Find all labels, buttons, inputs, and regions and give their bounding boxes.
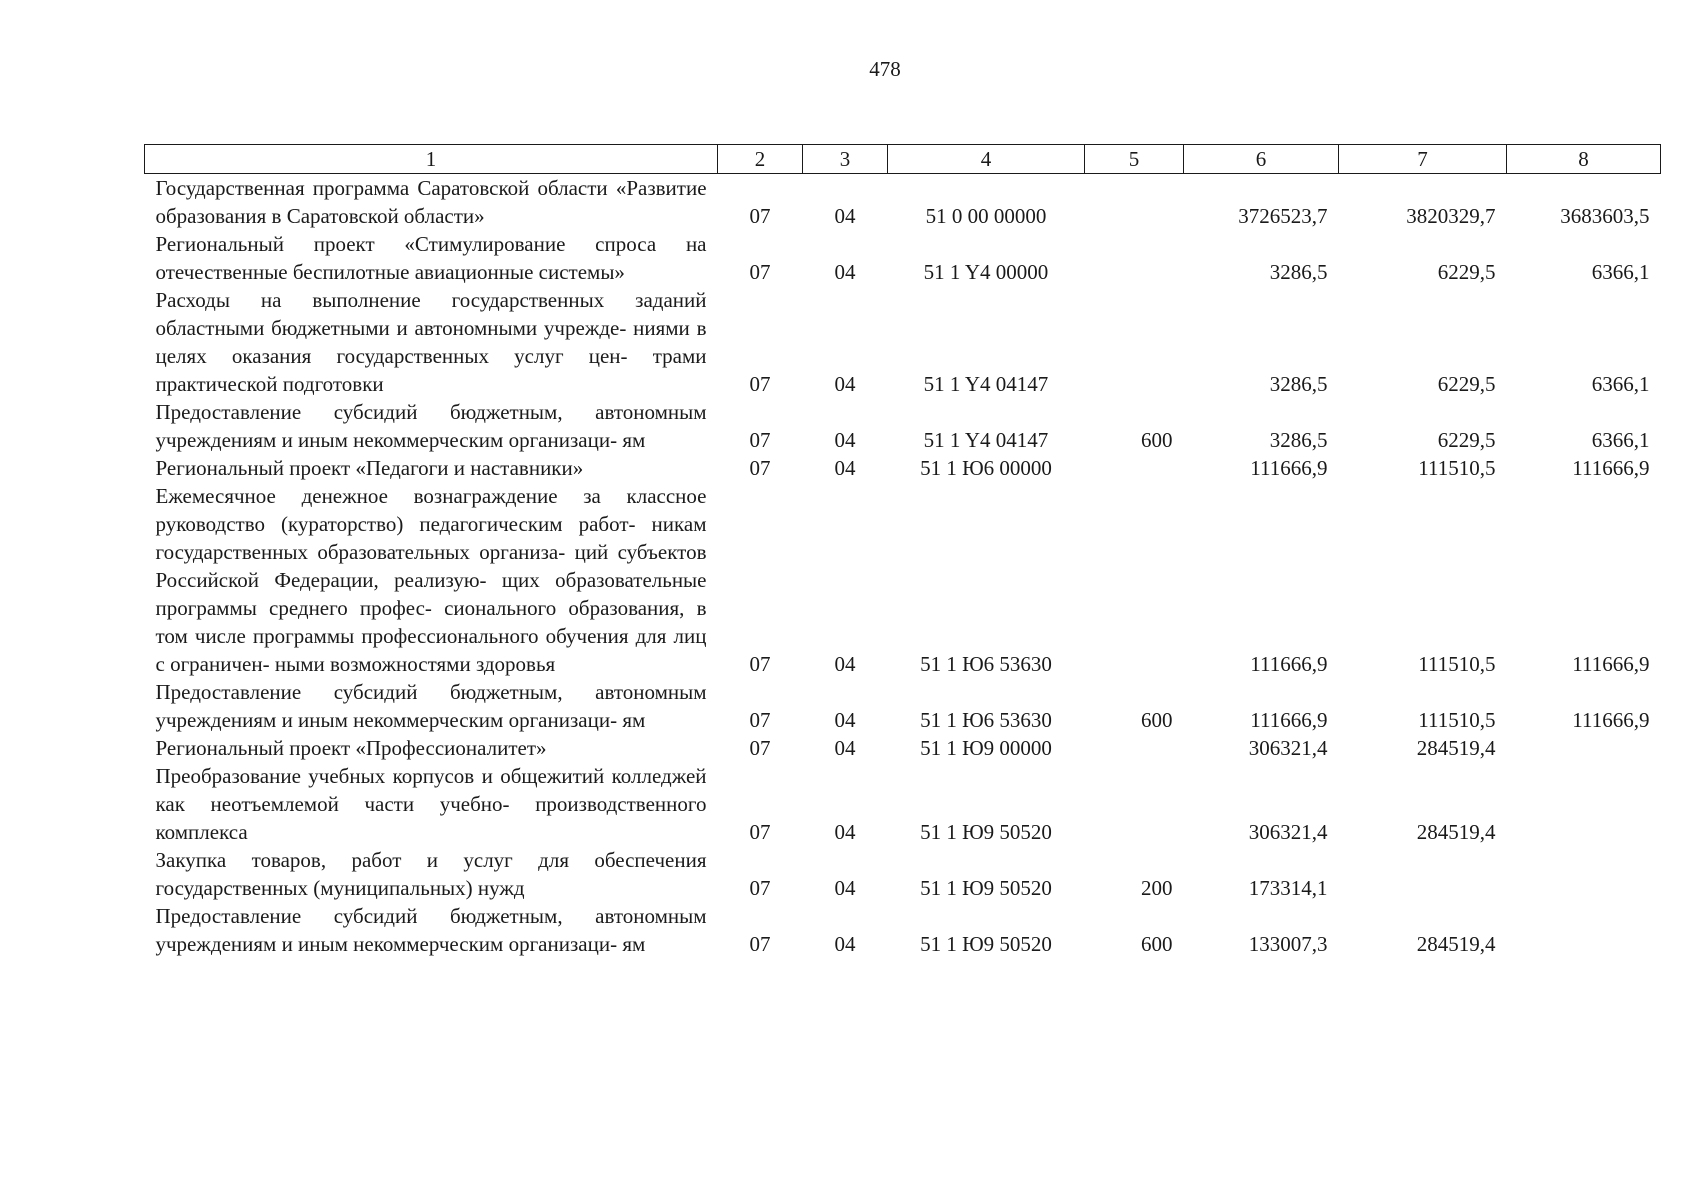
row-name-line: сионального образования, в том числе программы xyxy=(155,596,707,648)
target-article-code-cell: 51 1 Ю6 53630 xyxy=(920,652,1052,676)
subsection-code-cell: 04 xyxy=(834,456,856,480)
subsection-code-cell: 04 xyxy=(834,876,856,900)
subsection-code-cell: 04 xyxy=(834,652,856,676)
header-col-8: 8 xyxy=(1507,145,1661,174)
target-article-code-cell: 51 0 00 00000 xyxy=(925,204,1047,228)
target-article-code-cell: 51 1 Ю6 00000 xyxy=(920,456,1052,480)
amount-year-1-cell: 3286,5 xyxy=(1269,428,1328,452)
table-row xyxy=(145,174,1661,231)
row-name-line: ям xyxy=(622,932,646,956)
amount-year-2-cell xyxy=(1339,846,1507,902)
section-code-cell: 07 xyxy=(749,652,771,676)
row-name-cell xyxy=(145,286,718,398)
expense-type-code-cell xyxy=(1085,482,1184,678)
table-row xyxy=(145,398,1661,454)
row-name-line: Расходы на выполнение государственных заданий xyxy=(155,288,707,312)
header-col-1: 1 xyxy=(145,145,718,174)
amount-year-2-cell: 6229,5 xyxy=(1437,372,1496,396)
row-name-line: учреждениям и иным некоммерческим организаци- xyxy=(155,932,618,956)
expense-type-code-cell: 200 xyxy=(1141,876,1173,900)
amount-year-1-cell: 306321,4 xyxy=(1248,820,1328,844)
expense-type-code-cell: 600 xyxy=(1141,428,1173,452)
amount-year-3-cell: 111666,9 xyxy=(1572,708,1650,732)
amount-year-2-cell: 284519,4 xyxy=(1416,932,1496,956)
row-name-line: Ежемесячное денежное вознаграждение за классное xyxy=(155,484,707,508)
target-article-code-cell: 51 1 Ю9 00000 xyxy=(920,736,1052,760)
amount-year-3-cell: 6366,1 xyxy=(1591,260,1650,284)
row-name-cell xyxy=(145,454,718,482)
subsection-code-cell: 04 xyxy=(834,708,856,732)
row-name-line: Преобразование учебных корпусов и общежитий xyxy=(155,764,605,788)
expense-type-code-cell xyxy=(1085,762,1184,846)
subsection-code-cell: 04 xyxy=(834,736,856,760)
amount-year-1-cell: 3286,5 xyxy=(1269,260,1328,284)
table-row xyxy=(145,846,1661,902)
amount-year-2-cell: 6229,5 xyxy=(1437,260,1496,284)
section-code-cell: 07 xyxy=(749,260,771,284)
amount-year-2-cell: 284519,4 xyxy=(1416,736,1496,760)
row-name-line: государственных (муниципальных) нужд xyxy=(155,876,525,900)
section-code-cell: 07 xyxy=(749,932,771,956)
expense-type-code-cell xyxy=(1085,454,1184,482)
row-name-line: областными бюджетными и автономными учрежде- xyxy=(155,316,627,340)
expense-type-code-cell xyxy=(1085,230,1184,286)
table-row xyxy=(145,762,1661,846)
row-name-cell xyxy=(145,762,718,846)
amount-year-2-cell: 111510,5 xyxy=(1418,456,1496,480)
target-article-code-cell: 51 1 Y4 04147 xyxy=(923,428,1049,452)
expense-type-code-cell xyxy=(1085,286,1184,398)
row-name-line: трами практической подготовки xyxy=(155,344,707,396)
row-name-line: руководство (кураторство) педагогическим работ- xyxy=(155,512,636,536)
row-name-cell xyxy=(145,174,718,231)
amount-year-3-cell: 6366,1 xyxy=(1591,428,1650,452)
amount-year-2-cell: 111510,5 xyxy=(1418,652,1496,676)
row-name-cell xyxy=(145,678,718,734)
amount-year-1-cell: 3726523,7 xyxy=(1238,204,1328,228)
table-row xyxy=(145,734,1661,762)
row-name-line: Предоставление субсидий бюджетным, автономным xyxy=(155,400,707,424)
section-code-cell: 07 xyxy=(749,204,771,228)
row-name-line: никам государственных образовательных организа- xyxy=(155,512,707,564)
table-header-row xyxy=(145,145,1661,174)
row-name-line: учреждениям и иным некоммерческим организаци- xyxy=(155,428,618,452)
row-name-line: Предоставление субсидий бюджетным, автономным xyxy=(155,904,707,928)
subsection-code-cell: 04 xyxy=(834,820,856,844)
amount-year-2-cell: 284519,4 xyxy=(1416,820,1496,844)
header-col-2: 2 xyxy=(718,145,803,174)
row-name-line: щих образовательные программы среднего профес- xyxy=(155,568,707,620)
row-name-line: ям xyxy=(622,428,646,452)
amount-year-2-cell: 111510,5 xyxy=(1418,708,1496,732)
budget-table xyxy=(144,144,1661,958)
amount-year-3-cell: 6366,1 xyxy=(1591,372,1650,396)
row-name-line: ям xyxy=(622,708,646,732)
amount-year-3-cell: 3683603,5 xyxy=(1560,204,1650,228)
amount-year-1-cell: 306321,4 xyxy=(1248,736,1328,760)
table-row xyxy=(145,678,1661,734)
row-name-line: Закупка товаров, работ и услуг для обеспечения xyxy=(155,848,707,872)
section-code-cell: 07 xyxy=(749,876,771,900)
amount-year-3-cell xyxy=(1507,902,1661,958)
section-code-cell: 07 xyxy=(749,428,771,452)
table-row xyxy=(145,902,1661,958)
expense-type-code-cell xyxy=(1085,734,1184,762)
target-article-code-cell: 51 1 Ю6 53630 xyxy=(920,708,1052,732)
row-name-line: Государственная программа Саратовской области xyxy=(155,176,608,200)
table-row xyxy=(145,454,1661,482)
amount-year-3-cell xyxy=(1507,734,1661,762)
header-col-7: 7 xyxy=(1339,145,1507,174)
header-col-6: 6 xyxy=(1184,145,1339,174)
row-name-line: Региональный проект «Стимулирование спроса на xyxy=(155,232,707,256)
row-name-line: производственного комплекса xyxy=(155,792,707,844)
section-code-cell: 07 xyxy=(749,372,771,396)
header-col-3: 3 xyxy=(803,145,888,174)
row-name-line: колледжей как неотъемлемой части учебно- xyxy=(155,764,707,816)
amount-year-1-cell: 173314,1 xyxy=(1248,876,1328,900)
amount-year-2-cell: 6229,5 xyxy=(1437,428,1496,452)
table-row xyxy=(145,230,1661,286)
expense-type-code-cell: 600 xyxy=(1141,708,1173,732)
row-name-cell xyxy=(145,398,718,454)
amount-year-3-cell xyxy=(1507,846,1661,902)
target-article-code-cell: 51 1 Ю9 50520 xyxy=(920,932,1052,956)
amount-year-3-cell: 111666,9 xyxy=(1572,652,1650,676)
page-number: 478 xyxy=(869,57,901,81)
header-col-5: 5 xyxy=(1085,145,1184,174)
amount-year-1-cell: 133007,3 xyxy=(1248,932,1328,956)
target-article-code-cell: 51 1 Ю9 50520 xyxy=(920,820,1052,844)
row-name-cell xyxy=(145,230,718,286)
expense-type-code-cell xyxy=(1085,174,1184,231)
section-code-cell: 07 xyxy=(749,708,771,732)
amount-year-1-cell: 111666,9 xyxy=(1250,652,1328,676)
table-row xyxy=(145,482,1661,678)
row-name-line: отечественные беспилотные авиационные системы» xyxy=(155,260,625,284)
amount-year-1-cell: 111666,9 xyxy=(1250,456,1328,480)
row-name-line: «Развитие образования в Саратовской области» xyxy=(155,176,707,228)
amount-year-1-cell: 3286,5 xyxy=(1269,372,1328,396)
section-code-cell: 07 xyxy=(749,456,771,480)
target-article-code-cell: 51 1 Y4 00000 xyxy=(923,260,1049,284)
target-article-code-cell: 51 1 Ю9 50520 xyxy=(920,876,1052,900)
target-article-code-cell: 51 1 Y4 04147 xyxy=(923,372,1049,396)
amount-year-3-cell xyxy=(1507,762,1661,846)
section-code-cell: 07 xyxy=(749,736,771,760)
subsection-code-cell: 04 xyxy=(834,260,856,284)
subsection-code-cell: 04 xyxy=(834,428,856,452)
row-name-cell xyxy=(145,902,718,958)
row-name-line: ниями в целях оказания государственных услуг цен- xyxy=(155,316,707,368)
row-name-cell xyxy=(145,734,718,762)
row-name-cell xyxy=(145,482,718,678)
row-name-line: учреждениям и иным некоммерческим организаци- xyxy=(155,708,618,732)
row-name-line: ными возможностями здоровья xyxy=(274,652,556,676)
amount-year-1-cell: 111666,9 xyxy=(1250,708,1328,732)
subsection-code-cell: 04 xyxy=(834,372,856,396)
row-name-cell xyxy=(145,846,718,902)
amount-year-2-cell: 3820329,7 xyxy=(1406,204,1496,228)
amount-year-3-cell: 111666,9 xyxy=(1572,456,1650,480)
row-name-line: Региональный проект «Профессионалитет» xyxy=(155,736,547,760)
row-name-line: профессионального обучения для лиц с ограничен- xyxy=(155,624,707,676)
table-row xyxy=(145,286,1661,398)
header-col-4: 4 xyxy=(888,145,1085,174)
section-code-cell: 07 xyxy=(749,820,771,844)
subsection-code-cell: 04 xyxy=(834,204,856,228)
row-name-line: Региональный проект «Педагоги и наставники» xyxy=(155,456,584,480)
table-body xyxy=(145,174,1661,959)
expense-type-code-cell: 600 xyxy=(1141,932,1173,956)
subsection-code-cell: 04 xyxy=(834,932,856,956)
row-name-line: Предоставление субсидий бюджетным, автономным xyxy=(155,680,707,704)
row-name-line: ций субъектов Российской Федерации, реализую- xyxy=(155,540,707,592)
